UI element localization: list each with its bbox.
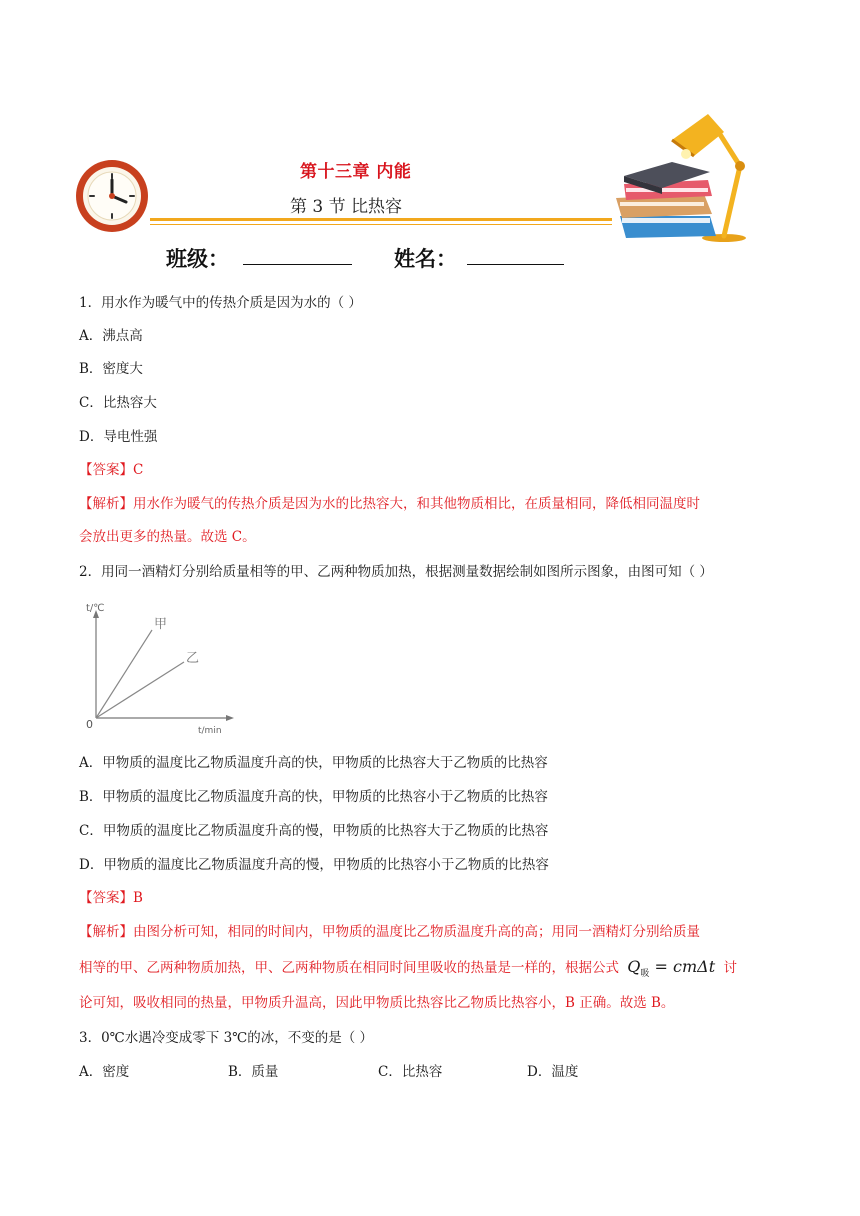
q3-option-b: B．质量 bbox=[228, 1064, 279, 1080]
q2-graph bbox=[82, 600, 242, 740]
name-blank[interactable] bbox=[467, 264, 564, 265]
q2-explanation-line3: 论可知，吸收相同的热量，甲物质升温高，因此甲物质比热容比乙物质比热容小，B 正确。故选 B。 bbox=[79, 995, 675, 1011]
class-label: 班级： bbox=[166, 247, 229, 271]
q1-answer: 【答案】C bbox=[79, 462, 144, 478]
chapter-title: 第十三章 内能 bbox=[300, 162, 412, 182]
q2-option-a: A．甲物质的温度比乙物质温度升高的快，甲物质的比热容大于乙物质的比热容 bbox=[79, 755, 548, 771]
clock-icon bbox=[74, 158, 150, 234]
formula bbox=[627, 957, 716, 980]
formula-rest: = cmΔt bbox=[654, 957, 716, 976]
graph-ylabel: t/℃ bbox=[86, 603, 105, 614]
q3-option-c: C．比热容 bbox=[378, 1064, 443, 1080]
graph-origin: 0 bbox=[86, 718, 93, 731]
books-lamp-icon bbox=[612, 106, 772, 242]
q1-explanation-line2: 会放出更多的热量。故选 C。 bbox=[79, 529, 256, 545]
class-blank[interactable] bbox=[243, 264, 352, 265]
header-rule bbox=[150, 218, 612, 221]
graph-line-b-label: 乙 bbox=[186, 651, 200, 666]
graph-xlabel: t/min bbox=[198, 726, 222, 736]
q2-explanation-line2-tail: 讨 bbox=[723, 960, 737, 976]
q3-option-d: D．温度 bbox=[527, 1064, 579, 1080]
q2-answer: 【答案】B bbox=[79, 890, 143, 906]
q1-option-b: B．密度大 bbox=[79, 361, 143, 377]
q2-option-d: D．甲物质的温度比乙物质温度升高的慢，甲物质的比热容小于乙物质的比热容 bbox=[79, 857, 549, 873]
q2-option-c: C．甲物质的温度比乙物质温度升高的慢，甲物质的比热容大于乙物质的比热容 bbox=[79, 823, 549, 839]
q2-explanation-line2-text: 相等的甲、乙两种物质加热，甲、乙两种物质在相同时间里吸收的热量是一样的，根据公式 bbox=[79, 960, 619, 976]
formula-q: Q bbox=[627, 957, 641, 976]
q3-stem: 3．0℃水遇冷变成零下 3℃的冰，不变的是（ ） bbox=[79, 1030, 374, 1046]
q3-option-a: A．密度 bbox=[79, 1064, 130, 1080]
q2-explanation-line1: 【解析】由图分析可知，相同的时间内，甲物质的温度比乙物质温度升高的高；用同一酒精灯分别给质量 bbox=[79, 924, 700, 940]
q1-explanation-line1: 【解析】用水作为暖气的传热介质是因为水的比热容大，和其他物质相比，在质量相同，降低相同温度时 bbox=[79, 496, 700, 512]
q2-stem: 2．用同一酒精灯分别给质量相等的甲、乙两种物质加热，根据测量数据绘制如图所示图象，由图可知（ ） bbox=[79, 564, 713, 580]
q1-option-d: D．导电性强 bbox=[79, 429, 158, 445]
graph-line-a-label: 甲 bbox=[154, 617, 168, 632]
q2-option-b: B．甲物质的温度比乙物质温度升高的快，甲物质的比热容小于乙物质的比热容 bbox=[79, 789, 548, 805]
section-title: 第 3 节 比热容 bbox=[290, 197, 403, 217]
q1-option-a: A．沸点高 bbox=[79, 328, 143, 344]
q1-stem: 1．用水作为暖气中的传热介质是因为水的（ ） bbox=[79, 295, 362, 311]
name-label: 姓名： bbox=[394, 247, 457, 271]
formula-subscript: 吸 bbox=[640, 969, 650, 980]
header-rule-thin bbox=[150, 224, 612, 225]
q1-option-c: C．比热容大 bbox=[79, 395, 157, 411]
q2-explanation-line2 bbox=[79, 957, 779, 984]
